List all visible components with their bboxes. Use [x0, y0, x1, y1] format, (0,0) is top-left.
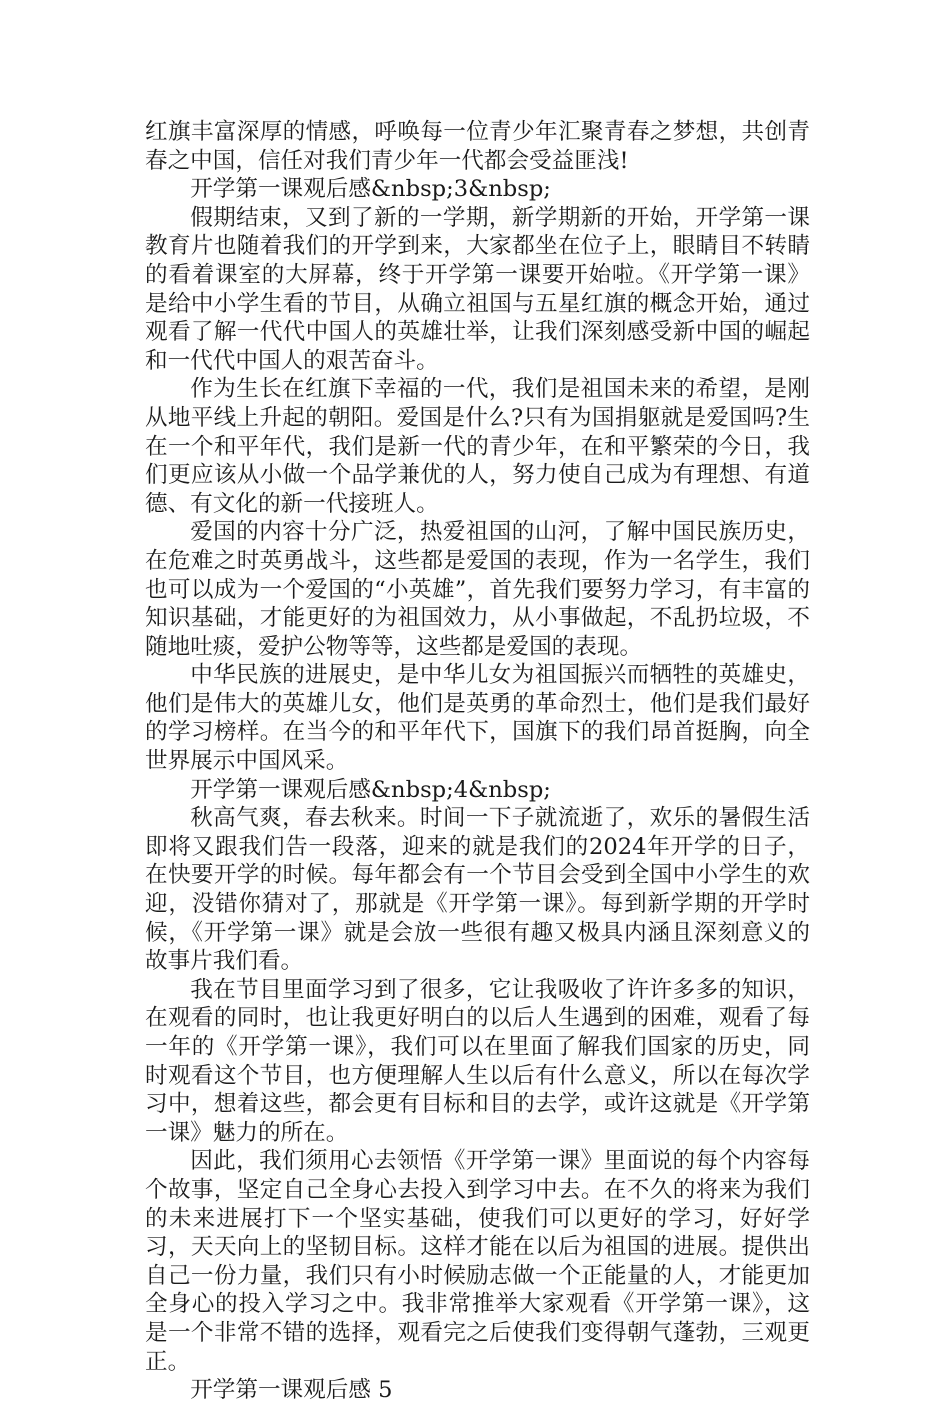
- paragraph: 中华民族的进展史，是中华儿女为祖国振兴而牺牲的英雄史，他们是伟大的英雄儿女，他们是英勇的革命烈士，他们是我们最好的学习榜样。在当今的和平年代下，国旗下的我们昂首挺胸，向全世界展示中国风采。: [145, 662, 810, 775]
- paragraph: 作为生长在红旗下幸福的一代，我们是祖国未来的希望，是刚从地平线上升起的朝阳。爱国是什么?只有为国捐躯就是爱国吗?生在一个和平年代，我们是新一代的青少年，在和平繁荣的今日，我们更应该从小做一个品学兼优的人，努力使自己成为有理想、有道德、有文化的新一代接班人。: [145, 376, 810, 517]
- paragraph: 因此，我们须用心去领悟《开学第一课》里面说的每个内容每个故事，坚定自己全身心去投入到学习中去。在不久的将来为我们的未来进展打下一个坚实基础，使我们可以更好的学习，好好学习，天天向上的坚韧目标。这样才能在以后为祖国的进展。提供出自己一份力量，我们只有小时候励志做一个正能量的人，才能更加全身心的投入学习之中。我非常推举大家观看《开学第一课》，这是一个非常不错的选择，观看完之后使我们变得朝气蓬勃，三观更正。: [145, 1148, 810, 1375]
- paragraph: 爱国的内容十分广泛，热爱祖国的山河，了解中国民族历史，在危难之时英勇战斗，这些都是爱国的表现，作为一名学生，我们也可以成为一个爱国的“小英雄”，首先我们要努力学习，有丰富的知识基础，才能更好的为祖国效力，从小事做起，不乱扔垃圾，不随地吐痰，爱护公物等等，这些都是爱国的表现。: [145, 519, 810, 660]
- section-heading: 开学第一课观后感 5: [190, 1377, 393, 1404]
- section-heading: 开学第一课观后感&nbsp;3&nbsp;: [190, 176, 551, 203]
- paragraph: 秋高气爽，春去秋来。时间一下子就流逝了，欢乐的暑假生活即将又跟我们告一段落，迎来的就是我们的2024年开学的日子，在快要开学的时候。每年都会有一个节目会受到全国中小学生的欢迎，没错你猜对了，那就是《开学第一课》。每到新学期的开学时候，《开学第一课》就是会放一些很有趣又极具内涵且深刻意义的故事片我们看。: [145, 805, 810, 975]
- paragraph: 我在节目里面学习到了很多，它让我吸收了许许多多的知识，在观看的同时，也让我更好明白的以后人生遇到的困难，观看了每一年的《开学第一课》，我们可以在里面了解我们国家的历史，同时观看这个节目，也方便理解人生以后有什么意义，所以在每次学习中，想着这些，都会更有目标和目的去学，或许这就是《开学第一课》魅力的所在。: [145, 976, 810, 1146]
- document-body: [145, 118, 810, 1405]
- section-heading: 开学第一课观后感&nbsp;4&nbsp;: [190, 776, 551, 803]
- paragraph: 红旗丰富深厚的情感，呼唤每一位青少年汇聚青春之梦想，共创青春之中国，信任对我们青少年一代都会受益匪浅!: [145, 119, 810, 174]
- paragraph: 假期结束，又到了新的一学期，新学期新的开始，开学第一课教育片也随着我们的开学到来，大家都坐在位子上，眼睛目不转睛的看着课室的大屏幕，终于开学第一课要开始啦。《开学第一课》是给中小学生看的节目，从确立祖国与五星红旗的概念开始，通过观看了解一代代中国人的英雄壮举，让我们深刻感受新中国的崛起和一代代中国人的艰苦奋斗。: [145, 204, 810, 374]
